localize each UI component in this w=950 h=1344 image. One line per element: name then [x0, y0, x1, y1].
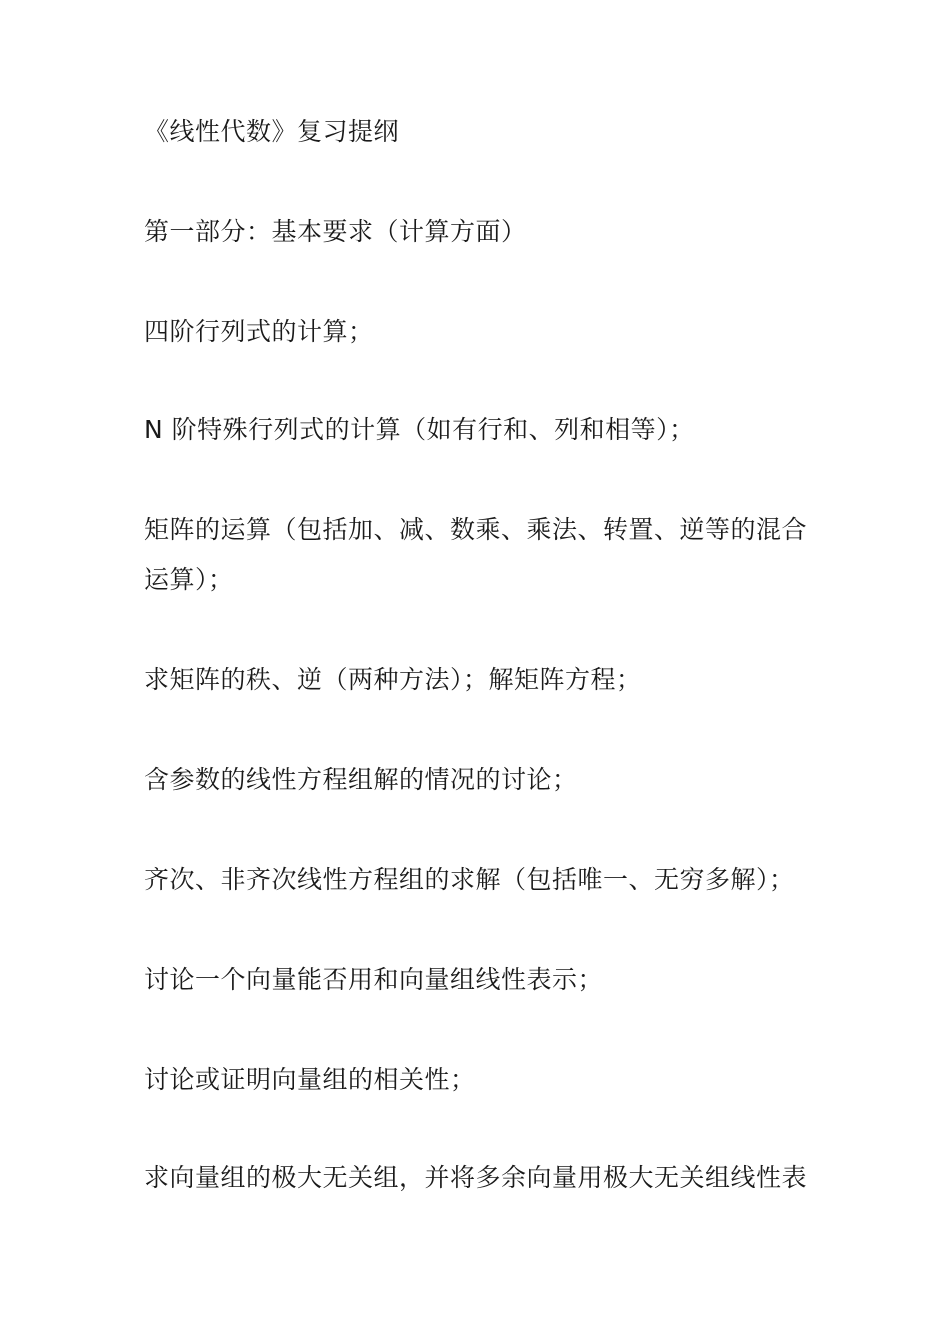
- list-item: 求向量组的极大无关组，并将多余向量用极大无关组线性表: [144, 1163, 808, 1192]
- list-item: 四阶行列式的计算；: [144, 317, 374, 346]
- list-item: 齐次、非齐次线性方程组的求解（包括唯一、无穷多解）；: [144, 865, 795, 894]
- list-item: 讨论一个向量能否用和向量组线性表示；: [144, 965, 604, 994]
- list-item: 讨论或证明向量组的相关性；: [144, 1065, 476, 1094]
- list-item: 含参数的线性方程组解的情况的讨论；: [144, 765, 578, 794]
- document-title: 《线性代数》复习提纲: [144, 117, 400, 146]
- list-item: N 阶特殊行列式的计算（如有行和、列和相等）；: [144, 415, 695, 444]
- section-heading: 第一部分：基本要求（计算方面）: [144, 217, 527, 246]
- list-item: 求矩阵的秩、逆（两种方法）；解矩阵方程；: [144, 665, 642, 694]
- list-item: 矩阵的运算（包括加、减、数乘、乘法、转置、逆等的混合运算）；: [144, 515, 808, 594]
